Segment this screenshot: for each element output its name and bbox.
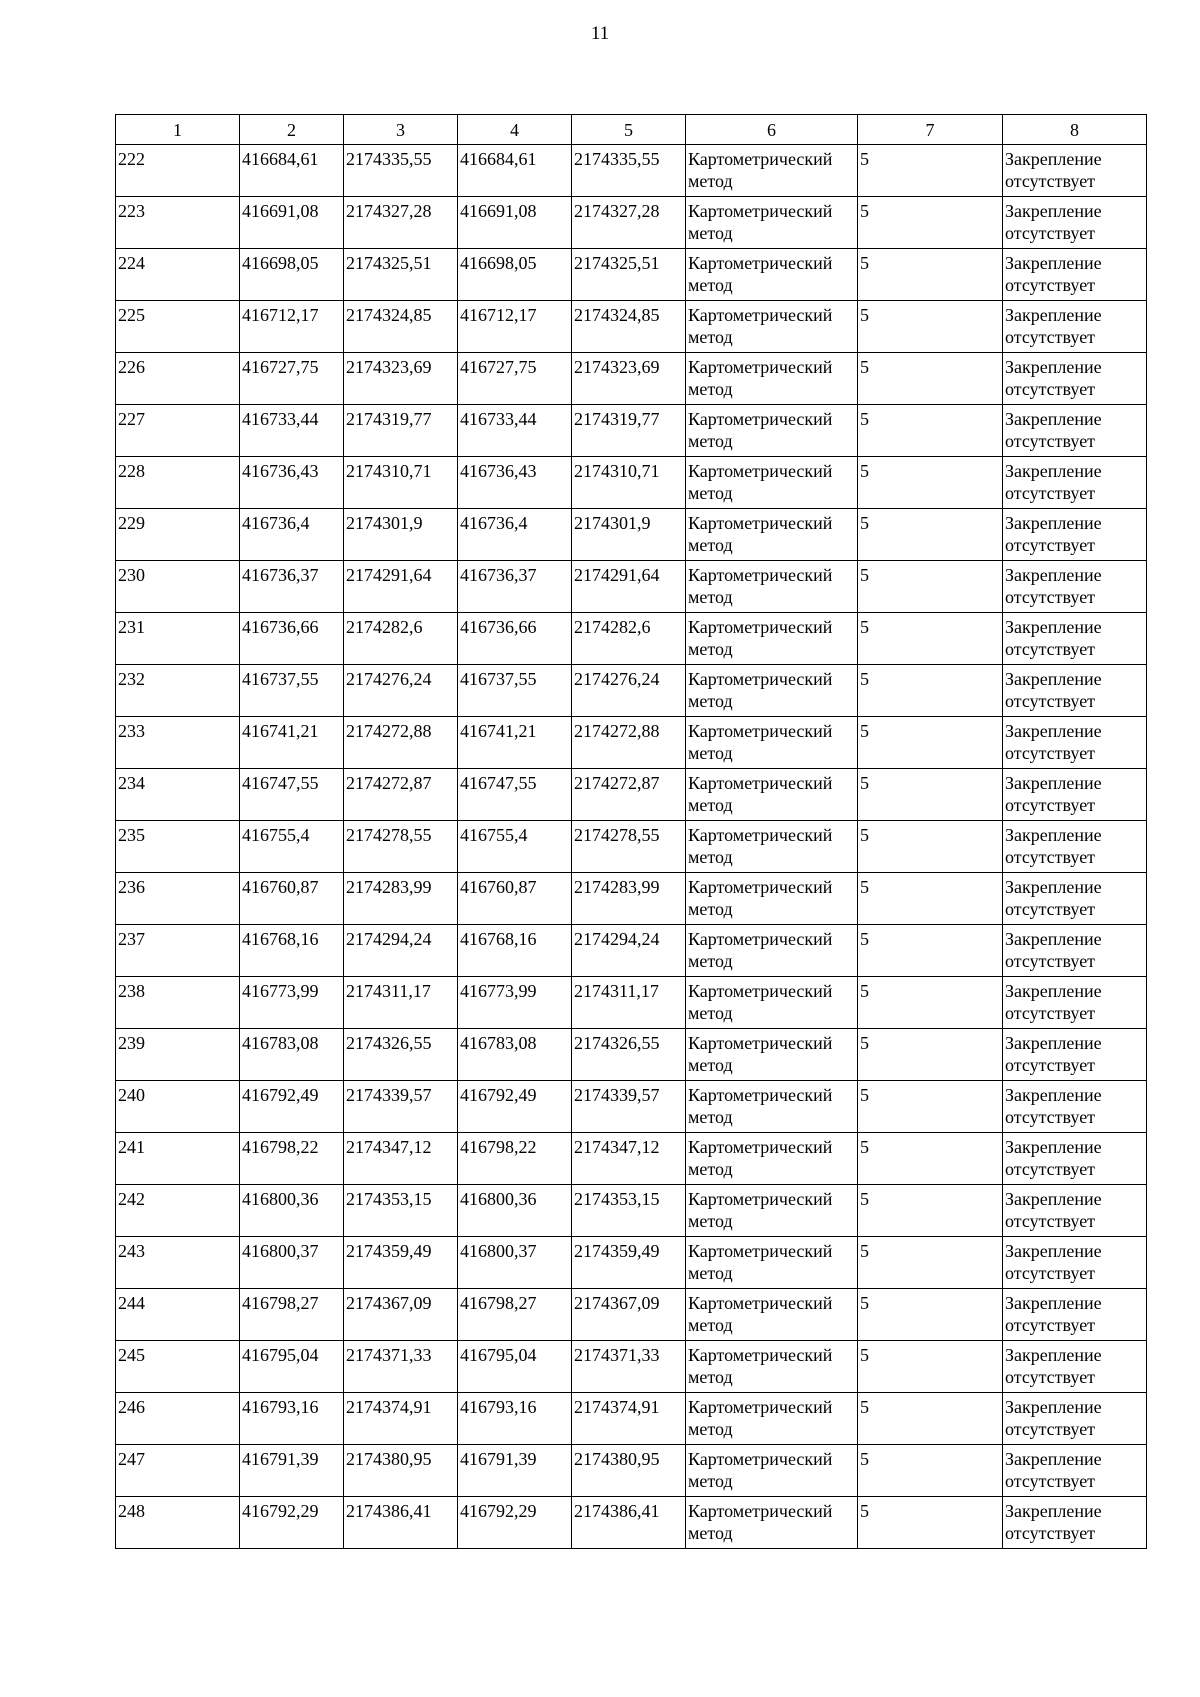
cell-x-coordinate-2: 416800,36 — [458, 1185, 572, 1237]
cell-accuracy: 5 — [858, 1341, 1003, 1393]
table-row — [116, 1289, 1147, 1341]
cell-accuracy: 5 — [858, 509, 1003, 561]
cell-y-coordinate-2: 2174324,85 — [572, 301, 686, 353]
cell-y-coordinate: 2174374,91 — [344, 1393, 458, 1445]
cell-x-coordinate-2: 416791,39 — [458, 1445, 572, 1497]
cell-y-coordinate-2: 2174310,71 — [572, 457, 686, 509]
cell-y-coordinate-2: 2174276,24 — [572, 665, 686, 717]
cell-marking-description: Закрепление отсутствует — [1003, 1341, 1147, 1393]
cell-x-coordinate-2: 416747,55 — [458, 769, 572, 821]
cell-x-coordinate-2: 416736,37 — [458, 561, 572, 613]
table-row — [116, 145, 1147, 197]
table-row — [116, 1237, 1147, 1289]
cell-x-coordinate-2: 416783,08 — [458, 1029, 572, 1081]
cell-x-coordinate: 416798,22 — [240, 1133, 344, 1185]
cell-y-coordinate: 2174324,85 — [344, 301, 458, 353]
column-header-4: 4 — [458, 115, 572, 145]
cell-point-number: 235 — [116, 821, 240, 873]
cell-y-coordinate: 2174291,64 — [344, 561, 458, 613]
cell-accuracy: 5 — [858, 561, 1003, 613]
cell-y-coordinate: 2174278,55 — [344, 821, 458, 873]
cell-y-coordinate-2: 2174282,6 — [572, 613, 686, 665]
cell-x-coordinate-2: 416736,43 — [458, 457, 572, 509]
cell-y-coordinate: 2174353,15 — [344, 1185, 458, 1237]
cell-y-coordinate: 2174335,55 — [344, 145, 458, 197]
table-row — [116, 925, 1147, 977]
cell-point-number: 238 — [116, 977, 240, 1029]
cell-accuracy: 5 — [858, 249, 1003, 301]
cell-method: Картометрический метод — [686, 1237, 858, 1289]
cell-marking-description: Закрепление отсутствует — [1003, 1029, 1147, 1081]
cell-y-coordinate-2: 2174278,55 — [572, 821, 686, 873]
cell-marking-description: Закрепление отсутствует — [1003, 613, 1147, 665]
table-row — [116, 1497, 1147, 1549]
cell-x-coordinate: 416760,87 — [240, 873, 344, 925]
cell-y-coordinate-2: 2174327,28 — [572, 197, 686, 249]
cell-method: Картометрический метод — [686, 301, 858, 353]
column-header-2: 2 — [240, 115, 344, 145]
cell-point-number: 247 — [116, 1445, 240, 1497]
cell-marking-description: Закрепление отсутствует — [1003, 769, 1147, 821]
cell-y-coordinate-2: 2174374,91 — [572, 1393, 686, 1445]
table-row — [116, 353, 1147, 405]
table-row — [116, 613, 1147, 665]
cell-x-coordinate: 416783,08 — [240, 1029, 344, 1081]
cell-method: Картометрический метод — [686, 769, 858, 821]
cell-point-number: 239 — [116, 1029, 240, 1081]
cell-method: Картометрический метод — [686, 1289, 858, 1341]
cell-method: Картометрический метод — [686, 1341, 858, 1393]
cell-x-coordinate-2: 416712,17 — [458, 301, 572, 353]
table-row — [116, 1081, 1147, 1133]
cell-x-coordinate: 416800,37 — [240, 1237, 344, 1289]
cell-marking-description: Закрепление отсутствует — [1003, 405, 1147, 457]
cell-accuracy: 5 — [858, 821, 1003, 873]
cell-method: Картометрический метод — [686, 925, 858, 977]
cell-x-coordinate: 416733,44 — [240, 405, 344, 457]
cell-x-coordinate-2: 416760,87 — [458, 873, 572, 925]
cell-accuracy: 5 — [858, 457, 1003, 509]
cell-accuracy: 5 — [858, 1237, 1003, 1289]
cell-y-coordinate: 2174367,09 — [344, 1289, 458, 1341]
cell-x-coordinate: 416747,55 — [240, 769, 344, 821]
cell-point-number: 232 — [116, 665, 240, 717]
cell-marking-description: Закрепление отсутствует — [1003, 1185, 1147, 1237]
cell-method: Картометрический метод — [686, 197, 858, 249]
cell-marking-description: Закрепление отсутствует — [1003, 1133, 1147, 1185]
cell-x-coordinate-2: 416698,05 — [458, 249, 572, 301]
cell-y-coordinate-2: 2174311,17 — [572, 977, 686, 1029]
cell-marking-description: Закрепление отсутствует — [1003, 1081, 1147, 1133]
cell-y-coordinate: 2174323,69 — [344, 353, 458, 405]
cell-method: Картометрический метод — [686, 353, 858, 405]
cell-y-coordinate: 2174326,55 — [344, 1029, 458, 1081]
cell-point-number: 230 — [116, 561, 240, 613]
table-row — [116, 249, 1147, 301]
cell-y-coordinate-2: 2174291,64 — [572, 561, 686, 613]
cell-x-coordinate-2: 416684,61 — [458, 145, 572, 197]
cell-x-coordinate: 416741,21 — [240, 717, 344, 769]
cell-y-coordinate: 2174380,95 — [344, 1445, 458, 1497]
cell-method: Картометрический метод — [686, 1133, 858, 1185]
cell-point-number: 222 — [116, 145, 240, 197]
cell-y-coordinate: 2174272,87 — [344, 769, 458, 821]
cell-method: Картометрический метод — [686, 1029, 858, 1081]
table-header — [116, 115, 1147, 145]
cell-accuracy: 5 — [858, 1497, 1003, 1549]
cell-point-number: 229 — [116, 509, 240, 561]
cell-marking-description: Закрепление отсутствует — [1003, 1237, 1147, 1289]
cell-accuracy: 5 — [858, 873, 1003, 925]
column-header-5: 5 — [572, 115, 686, 145]
cell-y-coordinate: 2174327,28 — [344, 197, 458, 249]
cell-y-coordinate: 2174276,24 — [344, 665, 458, 717]
cell-accuracy: 5 — [858, 1081, 1003, 1133]
cell-x-coordinate: 416691,08 — [240, 197, 344, 249]
cell-method: Картометрический метод — [686, 1497, 858, 1549]
cell-accuracy: 5 — [858, 665, 1003, 717]
cell-point-number: 223 — [116, 197, 240, 249]
cell-point-number: 244 — [116, 1289, 240, 1341]
cell-x-coordinate: 416792,29 — [240, 1497, 344, 1549]
cell-x-coordinate-2: 416792,29 — [458, 1497, 572, 1549]
cell-point-number: 227 — [116, 405, 240, 457]
table-row — [116, 1445, 1147, 1497]
cell-marking-description: Закрепление отсутствует — [1003, 1393, 1147, 1445]
cell-x-coordinate-2: 416727,75 — [458, 353, 572, 405]
cell-y-coordinate: 2174319,77 — [344, 405, 458, 457]
cell-marking-description: Закрепление отсутствует — [1003, 1289, 1147, 1341]
cell-y-coordinate: 2174339,57 — [344, 1081, 458, 1133]
cell-x-coordinate-2: 416741,21 — [458, 717, 572, 769]
table-row — [116, 1029, 1147, 1081]
cell-x-coordinate-2: 416755,4 — [458, 821, 572, 873]
cell-x-coordinate: 416712,17 — [240, 301, 344, 353]
table-row — [116, 1185, 1147, 1237]
cell-y-coordinate-2: 2174353,15 — [572, 1185, 686, 1237]
cell-y-coordinate-2: 2174323,69 — [572, 353, 686, 405]
cell-accuracy: 5 — [858, 1445, 1003, 1497]
cell-point-number: 226 — [116, 353, 240, 405]
cell-method: Картометрический метод — [686, 405, 858, 457]
table-row — [116, 873, 1147, 925]
cell-method: Картометрический метод — [686, 145, 858, 197]
table-row — [116, 977, 1147, 1029]
cell-y-coordinate: 2174371,33 — [344, 1341, 458, 1393]
cell-method: Картометрический метод — [686, 1185, 858, 1237]
cell-accuracy: 5 — [858, 1289, 1003, 1341]
cell-point-number: 243 — [116, 1237, 240, 1289]
cell-point-number: 234 — [116, 769, 240, 821]
cell-accuracy: 5 — [858, 405, 1003, 457]
cell-x-coordinate-2: 416691,08 — [458, 197, 572, 249]
cell-accuracy: 5 — [858, 1133, 1003, 1185]
cell-marking-description: Закрепление отсутствует — [1003, 717, 1147, 769]
cell-x-coordinate: 416736,43 — [240, 457, 344, 509]
cell-y-coordinate-2: 2174367,09 — [572, 1289, 686, 1341]
cell-accuracy: 5 — [858, 1393, 1003, 1445]
cell-point-number: 240 — [116, 1081, 240, 1133]
cell-accuracy: 5 — [858, 1185, 1003, 1237]
cell-accuracy: 5 — [858, 301, 1003, 353]
column-header-8: 8 — [1003, 115, 1147, 145]
cell-y-coordinate-2: 2174294,24 — [572, 925, 686, 977]
cell-marking-description: Закрепление отсутствует — [1003, 665, 1147, 717]
cell-point-number: 248 — [116, 1497, 240, 1549]
cell-accuracy: 5 — [858, 197, 1003, 249]
cell-point-number: 228 — [116, 457, 240, 509]
cell-y-coordinate-2: 2174339,57 — [572, 1081, 686, 1133]
cell-x-coordinate: 416736,4 — [240, 509, 344, 561]
cell-accuracy: 5 — [858, 1029, 1003, 1081]
cell-method: Картометрический метод — [686, 509, 858, 561]
table-row — [116, 821, 1147, 873]
cell-x-coordinate-2: 416795,04 — [458, 1341, 572, 1393]
cell-x-coordinate-2: 416736,4 — [458, 509, 572, 561]
coordinates-table — [115, 114, 1147, 1549]
cell-method: Картометрический метод — [686, 249, 858, 301]
cell-point-number: 242 — [116, 1185, 240, 1237]
table-row — [116, 509, 1147, 561]
cell-x-coordinate-2: 416768,16 — [458, 925, 572, 977]
cell-x-coordinate: 416698,05 — [240, 249, 344, 301]
cell-x-coordinate: 416736,66 — [240, 613, 344, 665]
table-row — [116, 197, 1147, 249]
cell-x-coordinate-2: 416733,44 — [458, 405, 572, 457]
cell-y-coordinate-2: 2174386,41 — [572, 1497, 686, 1549]
cell-marking-description: Закрепление отсутствует — [1003, 821, 1147, 873]
cell-marking-description: Закрепление отсутствует — [1003, 249, 1147, 301]
cell-y-coordinate-2: 2174272,88 — [572, 717, 686, 769]
cell-y-coordinate: 2174347,12 — [344, 1133, 458, 1185]
cell-marking-description: Закрепление отсутствует — [1003, 509, 1147, 561]
cell-marking-description: Закрепление отсутствует — [1003, 145, 1147, 197]
cell-x-coordinate-2: 416793,16 — [458, 1393, 572, 1445]
cell-y-coordinate: 2174294,24 — [344, 925, 458, 977]
cell-method: Картометрический метод — [686, 1445, 858, 1497]
cell-method: Картометрический метод — [686, 561, 858, 613]
cell-y-coordinate-2: 2174272,87 — [572, 769, 686, 821]
cell-method: Картометрический метод — [686, 665, 858, 717]
cell-y-coordinate-2: 2174319,77 — [572, 405, 686, 457]
table-row — [116, 1133, 1147, 1185]
table-row — [116, 405, 1147, 457]
cell-x-coordinate: 416768,16 — [240, 925, 344, 977]
cell-y-coordinate-2: 2174380,95 — [572, 1445, 686, 1497]
page-number: 11 — [590, 23, 610, 44]
table-row — [116, 301, 1147, 353]
cell-y-coordinate-2: 2174301,9 — [572, 509, 686, 561]
cell-x-coordinate: 416792,49 — [240, 1081, 344, 1133]
cell-marking-description: Закрепление отсутствует — [1003, 873, 1147, 925]
cell-accuracy: 5 — [858, 145, 1003, 197]
table-row — [116, 561, 1147, 613]
cell-x-coordinate-2: 416773,99 — [458, 977, 572, 1029]
cell-y-coordinate-2: 2174325,51 — [572, 249, 686, 301]
cell-method: Картометрический метод — [686, 977, 858, 1029]
cell-x-coordinate: 416800,36 — [240, 1185, 344, 1237]
cell-method: Картометрический метод — [686, 1393, 858, 1445]
cell-accuracy: 5 — [858, 925, 1003, 977]
cell-marking-description: Закрепление отсутствует — [1003, 1497, 1147, 1549]
cell-x-coordinate: 416773,99 — [240, 977, 344, 1029]
cell-x-coordinate-2: 416736,66 — [458, 613, 572, 665]
cell-point-number: 245 — [116, 1341, 240, 1393]
cell-x-coordinate-2: 416800,37 — [458, 1237, 572, 1289]
cell-point-number: 233 — [116, 717, 240, 769]
cell-point-number: 231 — [116, 613, 240, 665]
cell-marking-description: Закрепление отсутствует — [1003, 301, 1147, 353]
cell-x-coordinate: 416727,75 — [240, 353, 344, 405]
cell-point-number: 246 — [116, 1393, 240, 1445]
cell-marking-description: Закрепление отсутствует — [1003, 457, 1147, 509]
cell-y-coordinate: 2174282,6 — [344, 613, 458, 665]
cell-y-coordinate: 2174272,88 — [344, 717, 458, 769]
cell-method: Картометрический метод — [686, 613, 858, 665]
header-row — [116, 115, 1147, 145]
cell-marking-description: Закрепление отсутствует — [1003, 197, 1147, 249]
cell-y-coordinate: 2174359,49 — [344, 1237, 458, 1289]
cell-accuracy: 5 — [858, 717, 1003, 769]
table-row — [116, 665, 1147, 717]
table-row — [116, 457, 1147, 509]
cell-method: Картометрический метод — [686, 457, 858, 509]
cell-point-number: 224 — [116, 249, 240, 301]
cell-method: Картометрический метод — [686, 717, 858, 769]
column-header-6: 6 — [686, 115, 858, 145]
table-row — [116, 1393, 1147, 1445]
cell-x-coordinate: 416737,55 — [240, 665, 344, 717]
table-row — [116, 1341, 1147, 1393]
cell-method: Картометрический метод — [686, 821, 858, 873]
table-row — [116, 717, 1147, 769]
cell-point-number: 241 — [116, 1133, 240, 1185]
cell-y-coordinate: 2174310,71 — [344, 457, 458, 509]
cell-x-coordinate: 416791,39 — [240, 1445, 344, 1497]
cell-y-coordinate: 2174325,51 — [344, 249, 458, 301]
cell-accuracy: 5 — [858, 977, 1003, 1029]
cell-x-coordinate: 416684,61 — [240, 145, 344, 197]
cell-marking-description: Закрепление отсутствует — [1003, 353, 1147, 405]
cell-x-coordinate: 416793,16 — [240, 1393, 344, 1445]
cell-y-coordinate-2: 2174371,33 — [572, 1341, 686, 1393]
cell-y-coordinate-2: 2174335,55 — [572, 145, 686, 197]
cell-y-coordinate: 2174386,41 — [344, 1497, 458, 1549]
table-body — [116, 145, 1147, 1549]
cell-y-coordinate-2: 2174359,49 — [572, 1237, 686, 1289]
cell-marking-description: Закрепление отсутствует — [1003, 561, 1147, 613]
cell-point-number: 225 — [116, 301, 240, 353]
cell-method: Картометрический метод — [686, 873, 858, 925]
cell-x-coordinate: 416755,4 — [240, 821, 344, 873]
cell-method: Картометрический метод — [686, 1081, 858, 1133]
cell-x-coordinate-2: 416798,27 — [458, 1289, 572, 1341]
cell-y-coordinate-2: 2174326,55 — [572, 1029, 686, 1081]
column-header-1: 1 — [116, 115, 240, 145]
cell-marking-description: Закрепление отсутствует — [1003, 925, 1147, 977]
cell-y-coordinate: 2174301,9 — [344, 509, 458, 561]
cell-y-coordinate-2: 2174347,12 — [572, 1133, 686, 1185]
cell-x-coordinate: 416736,37 — [240, 561, 344, 613]
column-header-7: 7 — [858, 115, 1003, 145]
cell-x-coordinate-2: 416798,22 — [458, 1133, 572, 1185]
cell-x-coordinate: 416798,27 — [240, 1289, 344, 1341]
cell-x-coordinate: 416795,04 — [240, 1341, 344, 1393]
table-row — [116, 769, 1147, 821]
cell-marking-description: Закрепление отсутствует — [1003, 977, 1147, 1029]
cell-y-coordinate: 2174311,17 — [344, 977, 458, 1029]
cell-marking-description: Закрепление отсутствует — [1003, 1445, 1147, 1497]
cell-accuracy: 5 — [858, 613, 1003, 665]
cell-x-coordinate-2: 416737,55 — [458, 665, 572, 717]
cell-y-coordinate-2: 2174283,99 — [572, 873, 686, 925]
cell-y-coordinate: 2174283,99 — [344, 873, 458, 925]
cell-point-number: 237 — [116, 925, 240, 977]
cell-accuracy: 5 — [858, 769, 1003, 821]
cell-accuracy: 5 — [858, 353, 1003, 405]
cell-point-number: 236 — [116, 873, 240, 925]
column-header-3: 3 — [344, 115, 458, 145]
cell-x-coordinate-2: 416792,49 — [458, 1081, 572, 1133]
